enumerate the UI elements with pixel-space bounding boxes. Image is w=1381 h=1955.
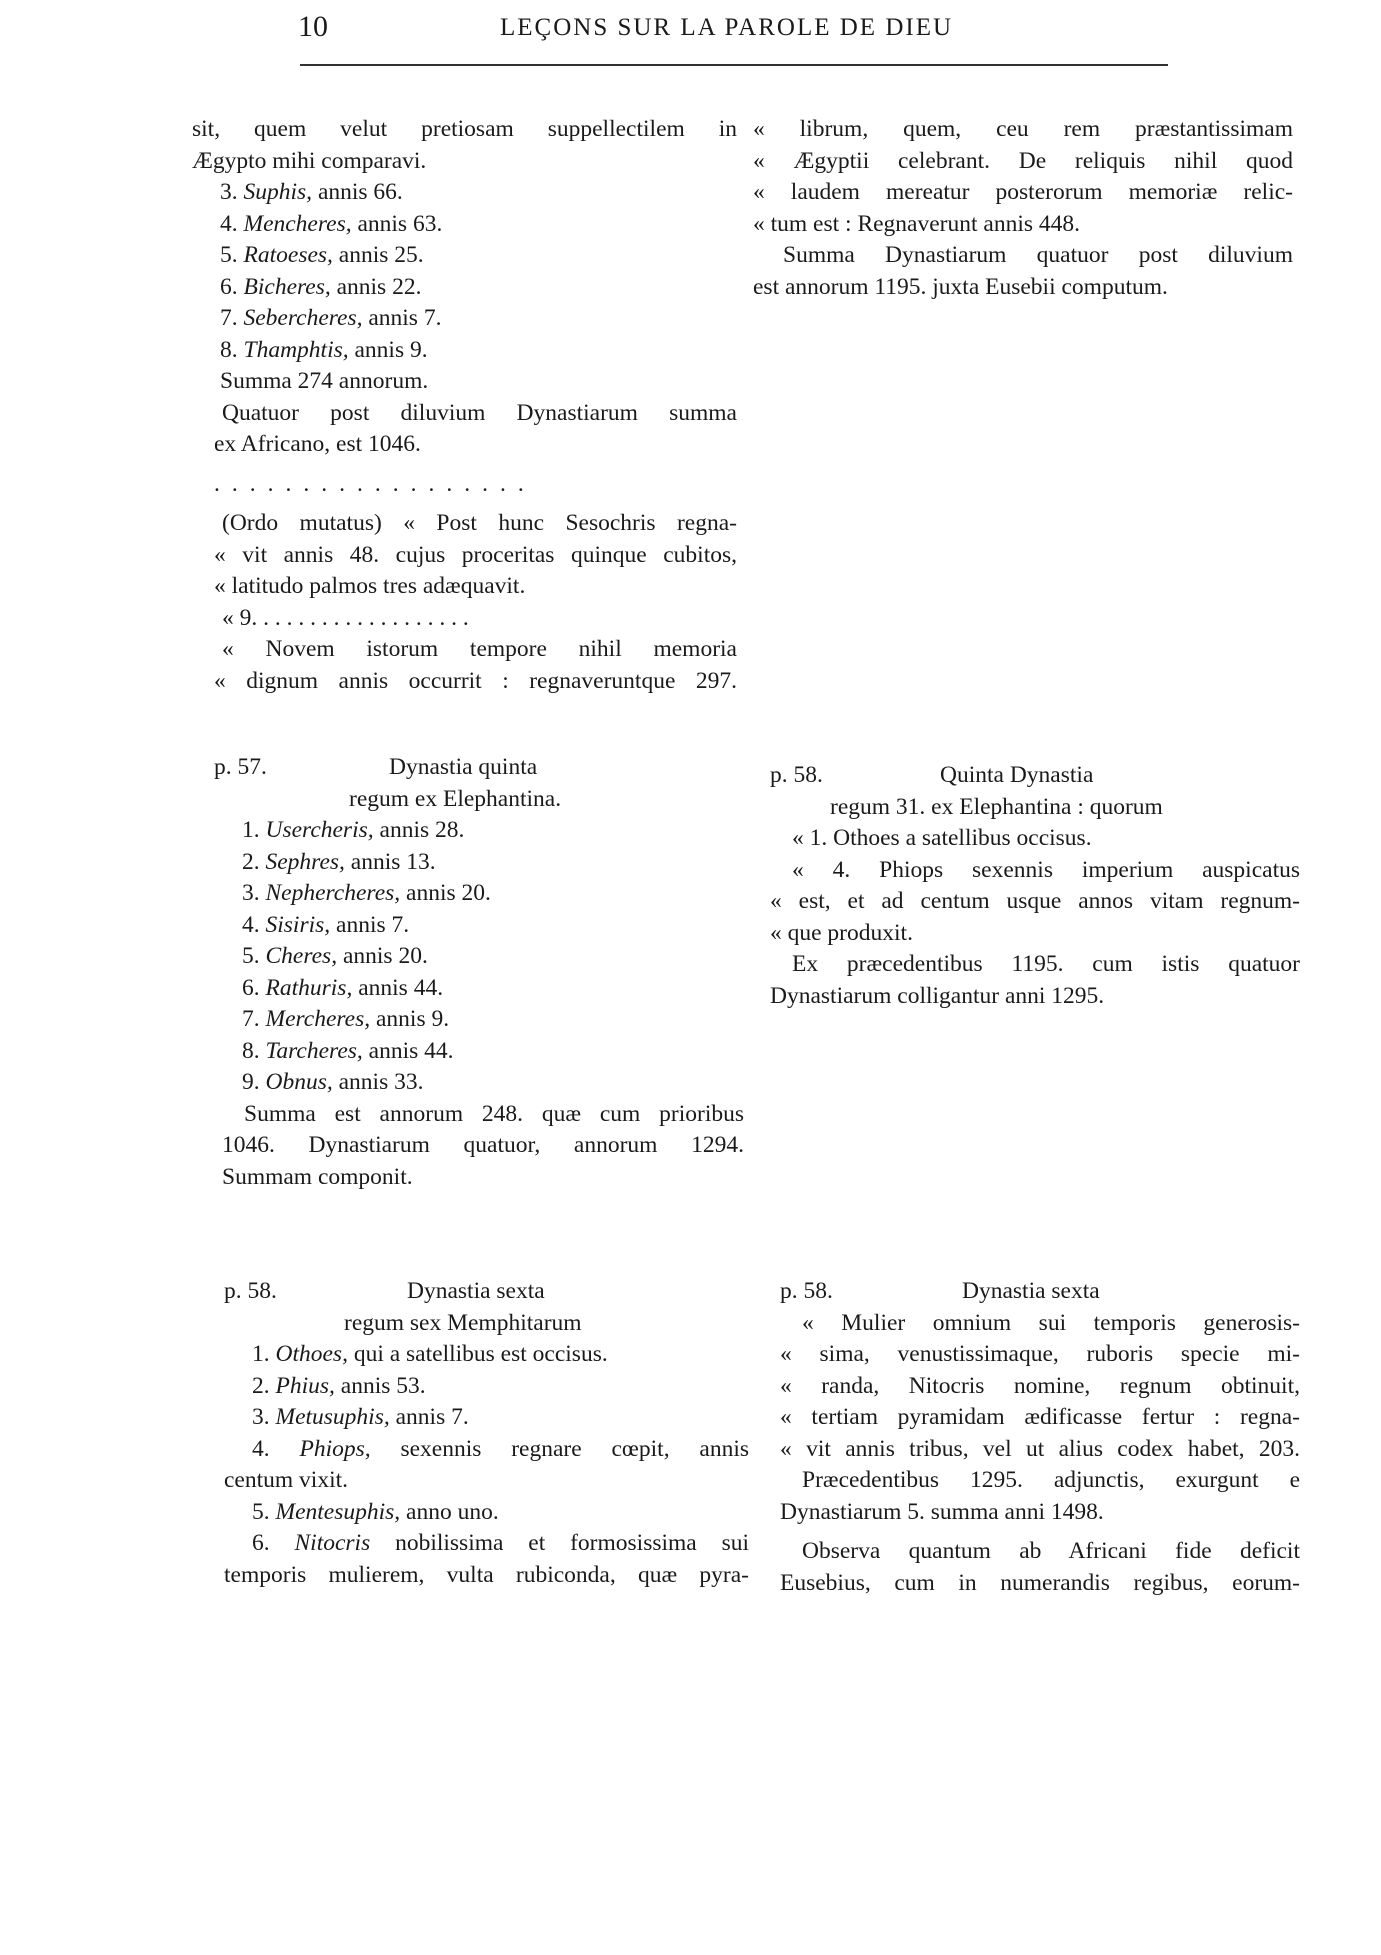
ellipsis-line: « 9. . . . . . . . . . . . . . . . . . . — [222, 604, 469, 631]
text-line: Eusebius, cum in numerandis regibus, eorum- — [780, 1569, 1300, 1596]
text-line: « Mulier omnium sui temporis generosis- — [802, 1309, 1300, 1336]
page-number: 10 — [298, 10, 328, 43]
text-line: (Ordo mutatus) « Post hunc Sesochris regna- — [222, 510, 737, 536]
king-entry: 8. Thamphtis, annis 9. — [220, 336, 428, 363]
text-line: « 1. Othoes a satellibus occisus. — [792, 825, 1092, 851]
text-line: Quatuor post diluvium Dynastiarum summa — [222, 399, 737, 426]
king-entry: 3. Metusuphis, annis 7. — [252, 1404, 469, 1430]
dynasty-subtitle: regum ex Elephantina. — [349, 785, 562, 812]
king-entry: 1. Usercheris, annis 28. — [242, 817, 465, 843]
text-line: Dynastiarum 5. summa anni 1498. — [780, 1498, 1104, 1525]
text-line: Ægypto mihi comparavi. — [192, 147, 427, 174]
text-line: « 4. Phiops sexennis imperium auspicatus — [792, 856, 1300, 883]
block2-right-column — [770, 760, 1300, 1012]
page-reference: p. 57. — [214, 754, 267, 780]
king-entry: 1. Othoes, qui a satellibus est occisus. — [252, 1341, 608, 1367]
dynasty-title: Dynastia sexta — [962, 1278, 1100, 1304]
text-line: « sima, venustissimaque, ruboris specie mi- — [780, 1341, 1300, 1367]
king-entry: 7. Mercheres, annis 9. — [242, 1006, 450, 1032]
king-entry: 6. Nitocris nobilissima et formosissima sui — [252, 1530, 750, 1556]
text-line: « librum, quem, ceu rem præstantissimam — [753, 116, 1293, 142]
king-entry: 4. Phiops, sexennis regnare cœpit, annis — [252, 1435, 750, 1462]
block3-right-column — [780, 1276, 1300, 1599]
dynasty-title: Quinta Dynastia — [940, 762, 1094, 788]
text-line: temporis mulierem, vulta rubiconda, quæ pyra- — [224, 1561, 749, 1588]
text-line: Ex præcedentibus 1195. cum istis quatuor — [792, 951, 1300, 977]
text-line: « laudem mereatur posterorum memoriæ relic- — [753, 179, 1293, 205]
text-line: « tum est : Regnaverunt annis 448. — [753, 210, 1080, 237]
section-heading — [770, 760, 1300, 792]
king-entry: 7. Sebercheres, annis 7. — [220, 305, 442, 331]
king-entry: 2. Phius, annis 53. — [252, 1372, 426, 1399]
text-line: « dignum annis occurrit : regnaveruntque 297. — [214, 667, 737, 694]
king-entry: 9. Obnus, annis 33. — [242, 1069, 424, 1095]
running-title: LEÇONS SUR LA PAROLE DE DIEU — [500, 14, 954, 41]
section-heading — [214, 752, 744, 784]
text-line: Summa est annorum 248. quæ cum prioribus — [244, 1100, 744, 1127]
text-line: Observa quantum ab Africani fide deficit — [802, 1538, 1300, 1564]
text-line: Dynastiarum colligantur anni 1295. — [770, 982, 1105, 1009]
king-entry: 3. Nephercheres, annis 20. — [242, 880, 491, 906]
block2-left-column — [214, 752, 744, 1193]
king-entry: 8. Tarcheres, annis 44. — [242, 1037, 454, 1064]
text-line: 1046. Dynastiarum quatuor, annorum 1294. — [222, 1132, 744, 1158]
king-entry: 5. Mentesuphis, anno uno. — [252, 1498, 499, 1525]
king-entry: 4. Sisiris, annis 7. — [242, 911, 410, 938]
king-entry: 5. Ratoeses, annis 25. — [220, 242, 424, 268]
king-entry: 3. Suphis, annis 66. — [220, 179, 403, 205]
text-line: ex Africano, est 1046. — [214, 431, 421, 457]
text-line: « Novem istorum tempore nihil memoria — [222, 636, 737, 662]
text-line: « latitudo palmos tres adæquavit. — [214, 573, 526, 599]
dynasty-title: Dynastia sexta — [407, 1278, 545, 1304]
ellipsis-line: .................. — [214, 470, 536, 497]
king-entry: 2. Sephres, annis 13. — [242, 848, 436, 875]
text-line: « vit annis 48. cujus proceritas quinque cubitos, — [214, 541, 737, 568]
text-line: « vit annis tribus, vel ut alius codex habet, 203. — [780, 1435, 1300, 1462]
king-entry: 6. Rathuris, annis 44. — [242, 974, 444, 1001]
section-heading — [780, 1276, 1300, 1308]
king-entry: 5. Cheres, annis 20. — [242, 943, 428, 969]
page-reference: p. 58. — [224, 1278, 277, 1304]
block1-right-column — [753, 114, 1293, 303]
page-reference: p. 58. — [780, 1278, 833, 1304]
text-line: centum vixit. — [224, 1467, 349, 1493]
text-line: « Ægyptii celebrant. De reliquis nihil quod — [753, 147, 1293, 174]
text-line: Præcedentibus 1295. adjunctis, exurgunt e — [802, 1467, 1300, 1493]
text-line: « tertiam pyramidam ædificasse fertur : regna- — [780, 1404, 1300, 1430]
text-line: « que produxit. — [770, 919, 913, 946]
text-line: est annorum 1195. juxta Eusebii computum. — [753, 273, 1168, 300]
text-line: Summam componit. — [222, 1163, 413, 1190]
page-reference: p. 58. — [770, 762, 823, 788]
sum-line: Summa 274 annorum. — [220, 368, 429, 394]
text-line: Summa Dynastiarum quatuor post diluvium — [783, 242, 1293, 268]
text-line: « randa, Nitocris nomine, regnum obtinuit, — [780, 1372, 1300, 1399]
text-line: « est, et ad centum usque annos vitam regnum- — [770, 888, 1300, 914]
king-entry: 6. Bicheres, annis 22. — [220, 273, 422, 300]
text-line: sit, quem velut pretiosam suppellectilem in — [192, 116, 737, 142]
block1-left-column — [192, 114, 737, 697]
block3-left-column — [224, 1276, 749, 1591]
section-heading — [224, 1276, 749, 1308]
dynasty-subtitle: regum 31. ex Elephantina : quorum — [830, 793, 1163, 820]
dynasty-subtitle: regum sex Memphitarum — [344, 1309, 582, 1336]
header-rule — [300, 64, 1168, 66]
king-entry: 4. Mencheres, annis 63. — [220, 210, 443, 237]
dynasty-title: Dynastia quinta — [389, 754, 538, 780]
